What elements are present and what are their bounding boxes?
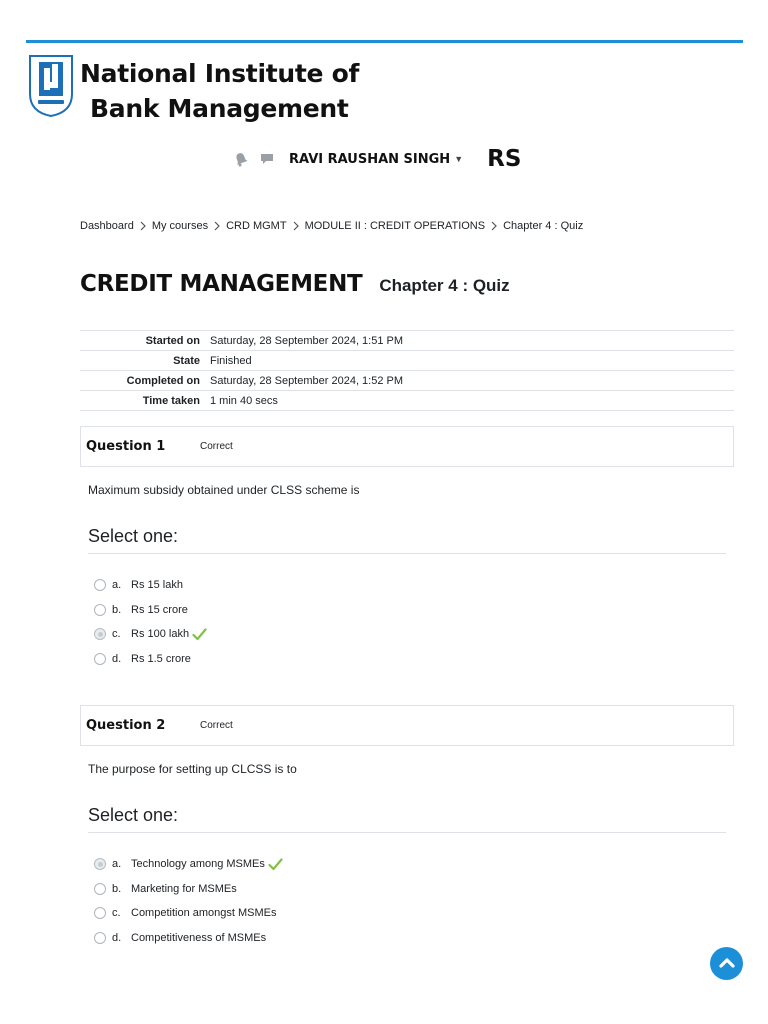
option-text: Technology among MSMEs: [131, 858, 265, 871]
radio-button[interactable]: [94, 932, 106, 944]
option-letter: c.: [112, 628, 121, 641]
answer-option[interactable]: [94, 573, 207, 598]
question-status: Correct: [200, 720, 233, 731]
answer-option[interactable]: [94, 877, 283, 902]
chat-bubble-icon[interactable]: [259, 151, 275, 167]
radio-button-checked[interactable]: [94, 858, 106, 870]
question-2-header: [80, 705, 734, 746]
header-top-rule: [26, 40, 743, 43]
question-number: Question 1: [86, 439, 166, 454]
chevron-up-icon: [717, 954, 737, 974]
summary-value: Finished: [205, 351, 734, 371]
option-letter: b.: [112, 882, 122, 895]
breadcrumb-course[interactable]: CRD MGMT: [226, 220, 287, 232]
page-title: [80, 262, 510, 299]
nibm-logo: [26, 52, 76, 118]
radio-button-checked[interactable]: [94, 628, 106, 640]
option-text: Rs 15 crore: [131, 603, 188, 616]
option-text: Rs 1.5 crore: [131, 652, 191, 665]
check-icon: [268, 858, 283, 871]
radio-button[interactable]: [94, 579, 106, 591]
summary-value: Saturday, 28 September 2024, 1:52 PM: [205, 371, 734, 391]
option-letter: d.: [112, 931, 122, 944]
quiz-title: Chapter 4 : Quiz: [379, 276, 510, 295]
option-letter: d.: [112, 652, 122, 665]
summary-value: Saturday, 28 September 2024, 1:51 PM: [205, 331, 734, 351]
question-1-answers: [94, 573, 207, 671]
chevron-right-icon: [292, 221, 300, 231]
back-to-top-button[interactable]: [710, 947, 743, 980]
option-letter: b.: [112, 603, 122, 616]
summary-row-time-taken: [80, 391, 734, 411]
summary-row-state: [80, 351, 734, 371]
question-1-header: [80, 426, 734, 467]
breadcrumb-dashboard[interactable]: Dashboard: [80, 220, 134, 232]
site-brand[interactable]: [26, 52, 359, 126]
breadcrumb-module[interactable]: MODULE II : CREDIT OPERATIONS: [304, 220, 486, 232]
user-navigation: [233, 146, 521, 172]
question-2-text: The purpose for setting up CLCSS is to: [88, 762, 297, 776]
answer-option-selected[interactable]: [94, 622, 207, 647]
question-2-answers: [94, 852, 283, 950]
option-letter: a.: [112, 858, 122, 871]
course-title: CREDIT MANAGEMENT: [80, 271, 363, 297]
breadcrumb-my-courses[interactable]: My courses: [151, 220, 209, 232]
site-name-line2: Bank Management: [90, 94, 349, 123]
option-text: Rs 100 lakh: [131, 628, 190, 641]
option-letter: c.: [112, 907, 121, 920]
check-icon: [192, 628, 207, 641]
answer-option-selected[interactable]: [94, 852, 283, 877]
chevron-right-icon: [139, 221, 147, 231]
summary-label: Started on: [80, 331, 205, 351]
user-menu-name[interactable]: RAVI RAUSHAN SINGH: [289, 151, 451, 167]
radio-button[interactable]: [94, 604, 106, 616]
question-1-prompt: Select one:: [88, 526, 726, 554]
option-text: Competitiveness of MSMEs: [131, 931, 267, 944]
site-name-line1: National Institute of: [80, 59, 360, 88]
breadcrumb-quiz[interactable]: Chapter 4 : Quiz: [503, 220, 584, 232]
answer-option[interactable]: [94, 647, 207, 672]
summary-value: 1 min 40 secs: [205, 391, 734, 411]
radio-button[interactable]: [94, 653, 106, 665]
radio-button[interactable]: [94, 883, 106, 895]
answer-option[interactable]: [94, 901, 283, 926]
breadcrumb: [80, 220, 583, 232]
radio-button[interactable]: [94, 907, 106, 919]
question-number: Question 2: [86, 718, 166, 733]
summary-label: Completed on: [80, 371, 205, 391]
option-text: Rs 15 lakh: [131, 579, 183, 592]
bell-icon[interactable]: [233, 151, 249, 167]
question-status: Correct: [200, 441, 233, 452]
user-avatar-initials[interactable]: RS: [487, 146, 522, 172]
option-letter: a.: [112, 579, 122, 592]
option-text: Marketing for MSMEs: [131, 882, 237, 895]
answer-option[interactable]: [94, 598, 207, 623]
summary-label: State: [80, 351, 205, 371]
answer-option[interactable]: [94, 926, 283, 951]
summary-row-completed: [80, 371, 734, 391]
chevron-right-icon: [490, 221, 498, 231]
question-2-prompt: Select one:: [88, 805, 726, 833]
summary-label: Time taken: [80, 391, 205, 411]
chevron-right-icon: [213, 221, 221, 231]
attempt-summary-table: [80, 330, 734, 411]
summary-row-started: [80, 331, 734, 351]
site-name: [80, 56, 359, 126]
option-text: Competition amongst MSMEs: [131, 907, 277, 920]
caret-down-icon[interactable]: ▼: [454, 154, 464, 164]
question-1-text: Maximum subsidy obtained under CLSS scheme is: [88, 483, 360, 497]
